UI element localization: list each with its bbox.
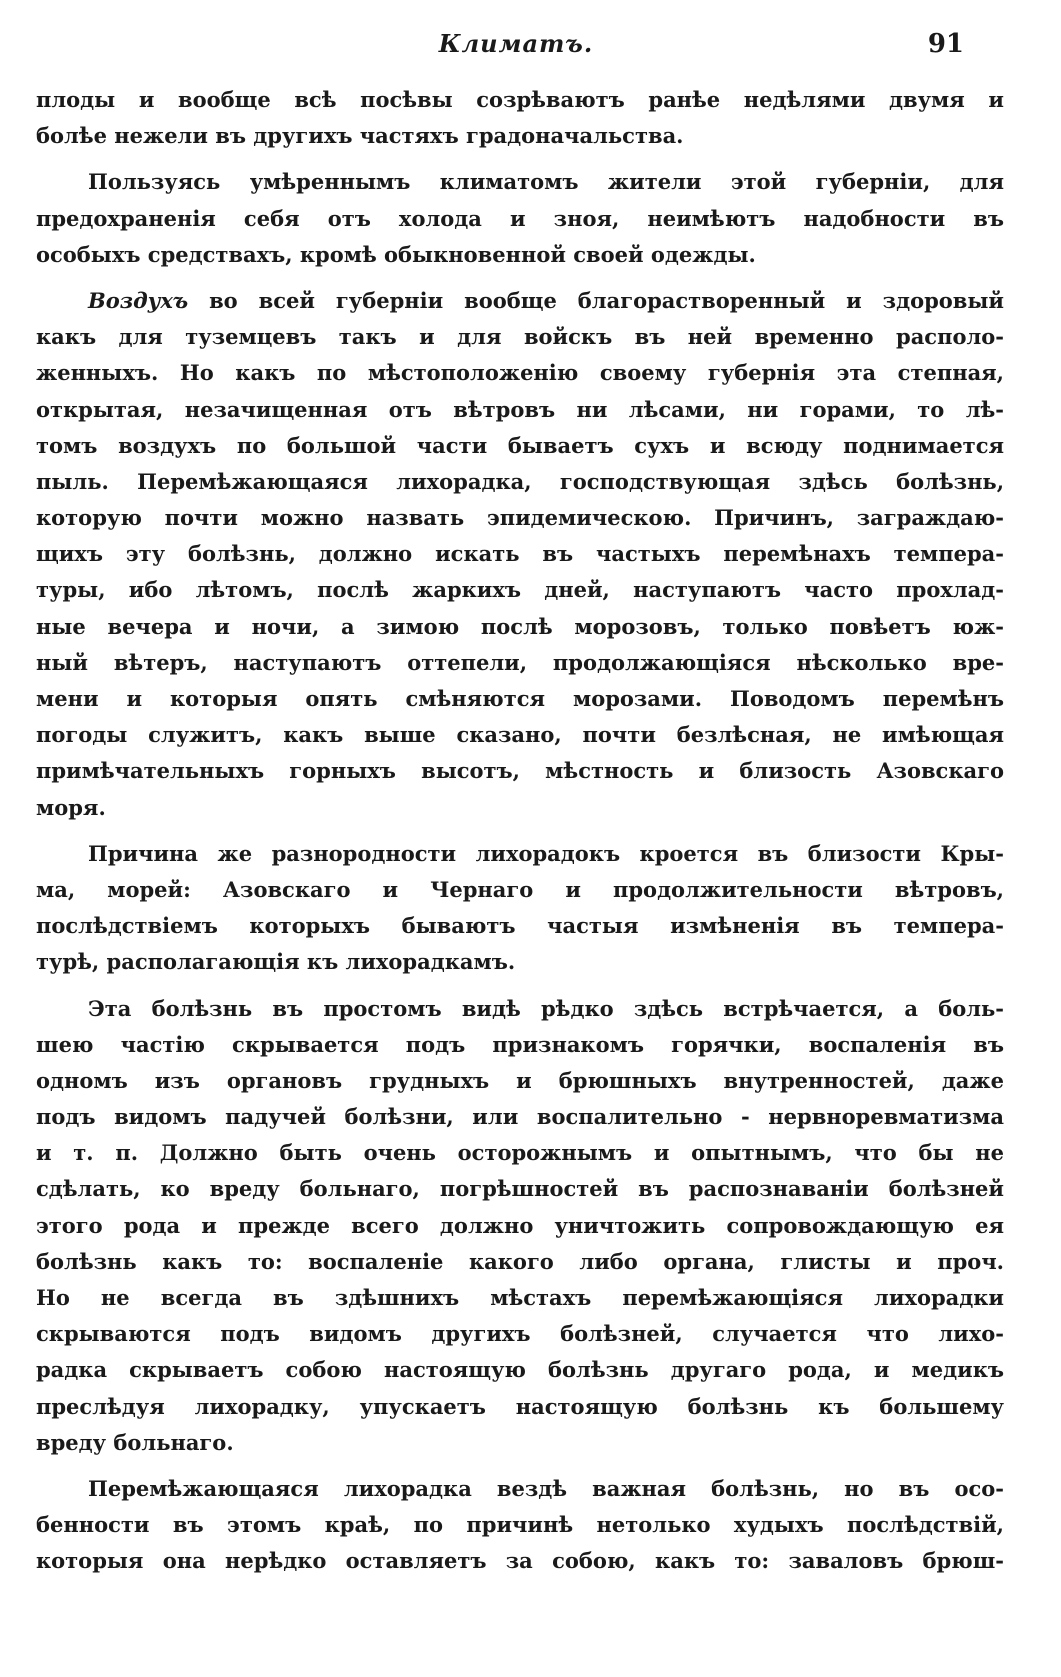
page-number: 91 — [927, 29, 964, 59]
paragraph — [36, 283, 1004, 826]
text-line: ный вѣтеръ, наступаютъ оттепели, продолжающіяся нѣсколько вре- — [36, 649, 1004, 675]
text-line: шею частію скрывается подъ признакомъ горячки, воспаленія въ — [36, 1031, 1004, 1057]
text-line: болѣе нежели въ другихъ частяхъ градоначальства. — [36, 123, 684, 149]
text-line: пыль. Перемѣжающаяся лихорадка, господствующая здѣсь болѣзнь, — [36, 468, 1004, 494]
text-line: ные вечера и ночи, а зимою послѣ морозовъ, только повѣетъ юж- — [36, 613, 1004, 639]
paragraph — [36, 164, 1004, 273]
running-head — [36, 26, 1004, 66]
text-line: одномъ изъ органовъ грудныхъ и брюшныхъ внутренностей, даже — [36, 1067, 1004, 1093]
text-line: щихъ эту болѣзнь, должно искать въ частыхъ перемѣнахъ темпера- — [36, 541, 1004, 567]
paragraph — [36, 991, 1004, 1461]
text-line: турѣ, располагающія къ лихорадкамъ. — [36, 949, 516, 975]
text-line: послѣдствіемъ которыхъ бываютъ частыя измѣненія въ темпера- — [36, 913, 1004, 939]
text-line: Эта болѣзнь въ простомъ видѣ рѣдко здѣсь встрѣчается, а боль- — [88, 995, 1004, 1021]
text-line: какъ для туземцевъ такъ и для войскъ въ ней временно располо- — [36, 324, 1004, 350]
text-line: этого рода и прежде всего должно уничтожить сопровождающую ея — [36, 1212, 1004, 1238]
text-line: туры, ибо лѣтомъ, послѣ жаркихъ дней, наступаютъ часто прохлад- — [36, 577, 1004, 603]
text-line: предохраненія себя отъ холода и зноя, неимѣютъ надобности въ — [36, 205, 1004, 231]
paragraph — [36, 1471, 1004, 1580]
body-text — [36, 82, 1004, 1580]
line-text: во всей губерніи вообще благорастворенный и здоровый — [188, 287, 1004, 313]
text-line: бенности въ этомъ краѣ, по причинѣ нетолько худыхъ послѣдствій, — [36, 1512, 1004, 1538]
text-line: плоды и вообще всѣ посѣвы созрѣваютъ ранѣе недѣлями двумя и — [36, 87, 1004, 112]
text-line — [36, 283, 1004, 319]
text-line: моря. — [36, 794, 106, 820]
running-title: Климатъ. — [438, 29, 594, 58]
text-line: Но не всегда въ здѣшнихъ мѣстахъ перемѣжающіяся лихорадки — [36, 1285, 1004, 1310]
text-line: Причина же разнородности лихорадокъ кроется въ близости Кры- — [88, 840, 1004, 866]
text-line: вреду больнаго. — [36, 1429, 234, 1455]
italic-lead-word: Воздухъ — [88, 287, 189, 313]
paragraph — [36, 82, 1004, 154]
book-page — [36, 0, 1004, 1677]
text-line: болѣзнь какъ то: воспаленіе какого либо органа, глисты и проч. — [36, 1248, 1004, 1274]
text-line: томъ воздухъ по большой части бываетъ сухъ и всюду поднимается — [36, 432, 1004, 458]
text-line: скрываются подъ видомъ другихъ болѣзней, случается что лихо- — [36, 1321, 1004, 1347]
text-line: и т. п. Должно быть очень осторожнымъ и опытнымъ, что бы не — [36, 1140, 1004, 1166]
text-line: которую почти можно назвать эпидемическою. Причинъ, заграждаю- — [36, 505, 1004, 531]
paragraph — [36, 836, 1004, 981]
text-line: радка скрываетъ собою настоящую болѣзнь другаго рода, и медикъ — [36, 1357, 1004, 1383]
text-line: женныхъ. Но какъ по мѣстоположенію своему губернія эта степная, — [36, 360, 1004, 386]
text-line: Перемѣжающаяся лихорадка вездѣ важная болѣзнь, но въ осо- — [88, 1475, 1004, 1501]
text-line: особыхъ средствахъ, кромѣ обыкновенной своей одежды. — [36, 241, 756, 267]
text-line: Пользуясь умѣреннымъ климатомъ жители этой губерніи, для — [88, 169, 1004, 195]
text-line: мени и которыя опять смѣняются морозами. Поводомъ перемѣнъ — [36, 686, 1004, 711]
text-line: ма, морей: Азовскаго и Чернаго и продолжительности вѣтровъ, — [36, 876, 1004, 902]
text-line: примѣчательныхъ горныхъ высотъ, мѣстность и близость Азовскаго — [36, 758, 1004, 784]
text-line: сдѣлать, ко вреду больнаго, погрѣшностей въ распознаваніи болѣзней — [36, 1176, 1004, 1202]
text-line: открытая, незачищенная отъ вѣтровъ ни лѣсами, ни горами, то лѣ- — [36, 396, 1004, 422]
text-line: преслѣдуя лихорадку, упускаетъ настоящую болѣзнь къ большему — [36, 1393, 1004, 1419]
text-line: погоды служитъ, какъ выше сказано, почти безлѣсная, не имѣющая — [36, 722, 1004, 748]
text-line: подъ видомъ падучей болѣзни, или воспалительно - нервноревматизма — [36, 1104, 1004, 1130]
text-line: которыя она нерѣдко оставляетъ за собою, какъ то: заваловъ брюш- — [36, 1548, 1004, 1574]
